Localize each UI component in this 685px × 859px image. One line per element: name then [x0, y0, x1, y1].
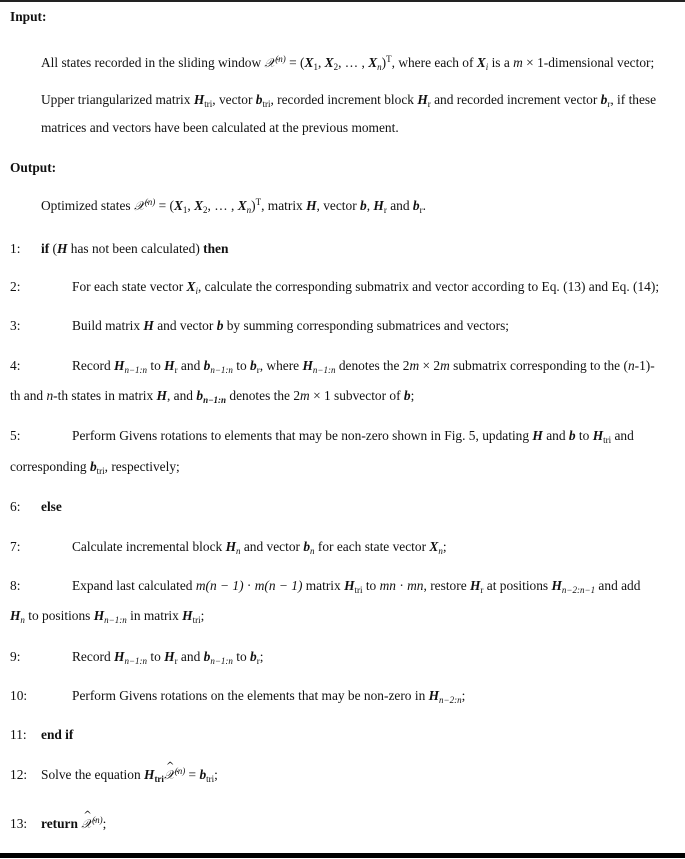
step-8-continued: $H_n$ to positions $H_{n-1:n}$ in matrix $H_{tri}$; [10, 608, 205, 625]
step-5-continued: corresponding $b_{tri}$, respectively; [10, 459, 180, 476]
bottom-rule [0, 853, 685, 858]
output-line: Optimized states 𝒳$^{(n)}$ = ($X_1$, $X_2$, … , $X_n)^T$, matrix H, vector b, $H_r$ and $b_r$. [41, 197, 426, 215]
input-line-1: All states recorded in the sliding window 𝒳$^{(n)}$ = ($X_1$, $X_2$, … , $X_n)^T$, where each of $X_i$ is a m × 1-dimensional vector; [41, 54, 655, 72]
input-heading: Input: [10, 9, 47, 24]
input-line-2: Upper triangularized matrix $H_{tri}$, vector $b_{tri}$, recorded increment block $H_r$ and recorded increment vector $b_r$, if these [41, 92, 657, 109]
top-rule [0, 0, 685, 2]
output-heading: Output: [10, 160, 57, 175]
step-4-continued: th and n-th states in matrix H, and $b_{n-1:n}$ denotes the 2m × 1 subvector of b; [10, 388, 415, 405]
input-line-3: matrices and vectors have been calculated at the previous moment. [41, 120, 399, 135]
